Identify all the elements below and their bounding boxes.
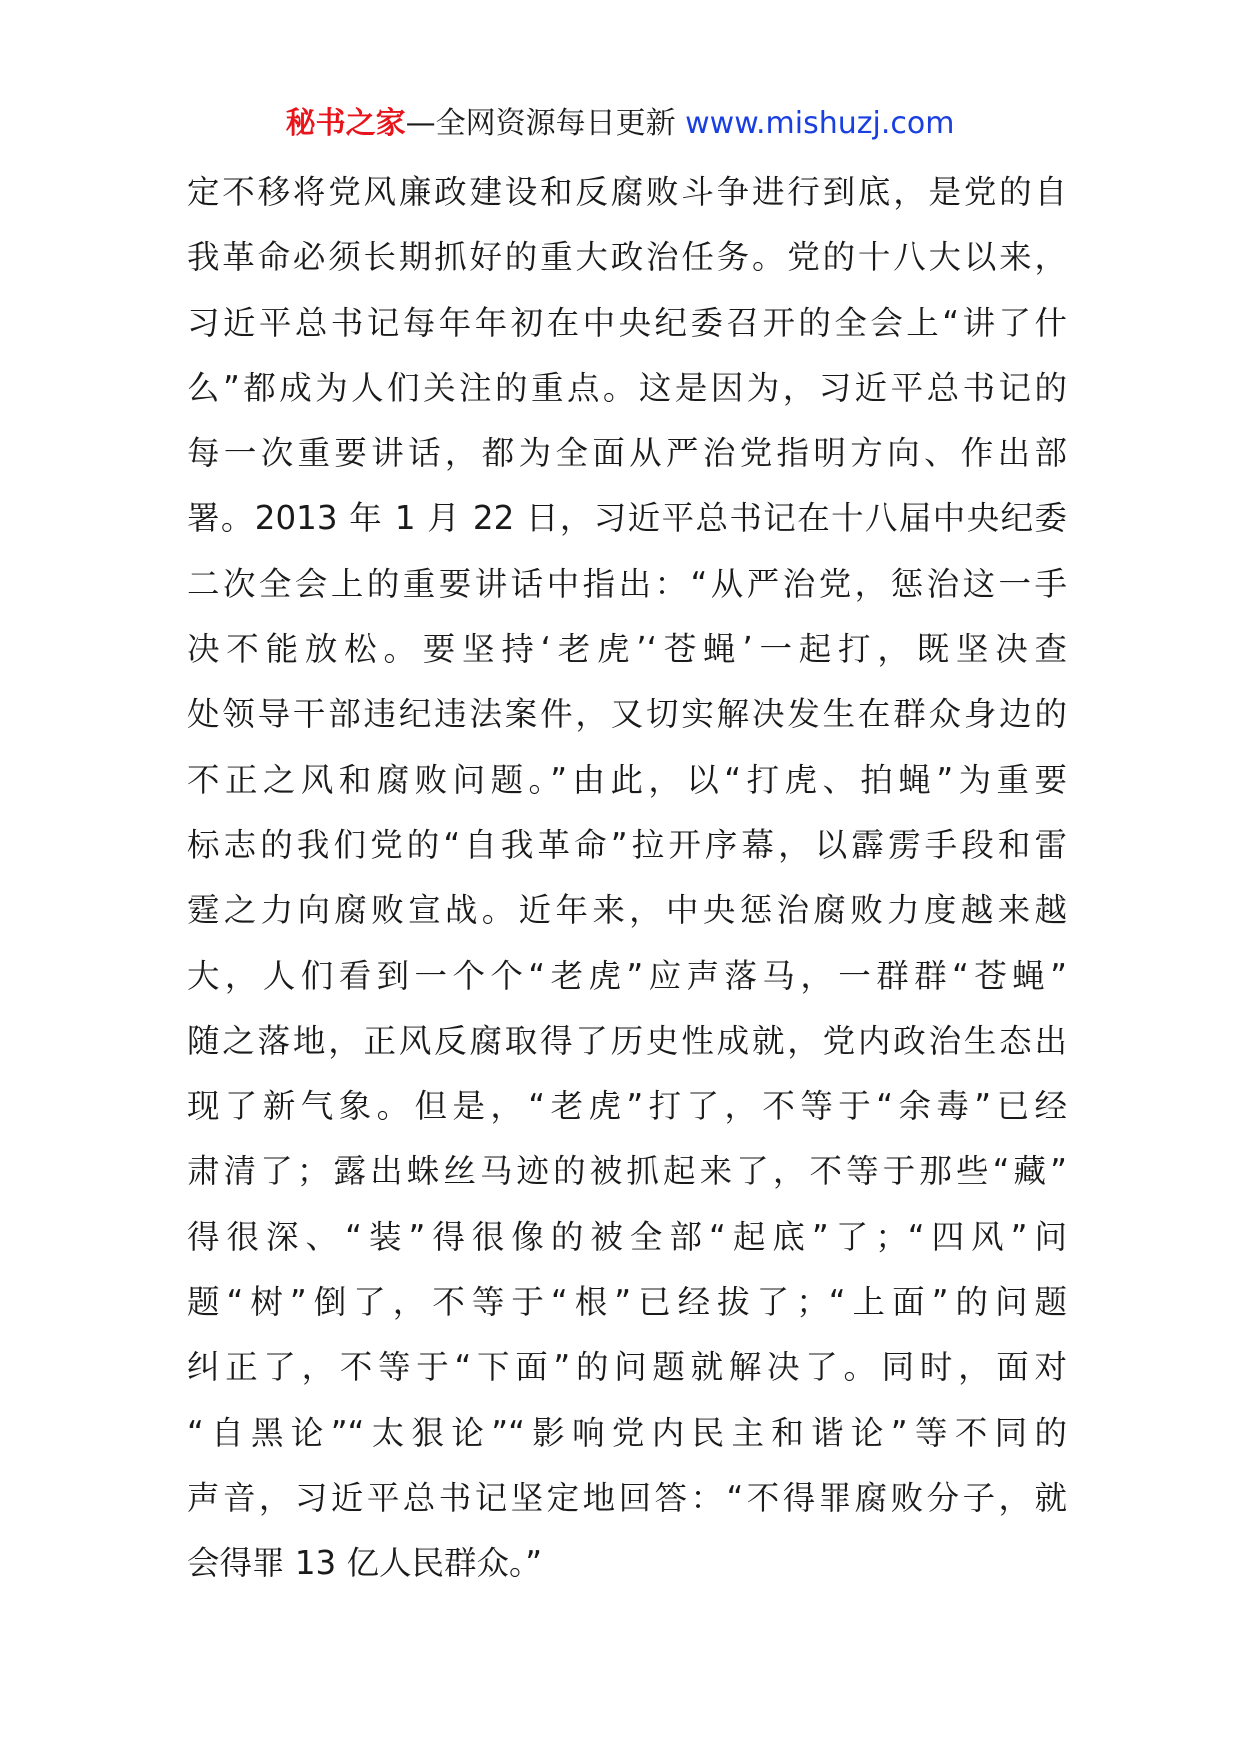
text-line: 标志的我们党的“自我革命”拉开序幕，以霹雳手段和雷 <box>187 825 1067 864</box>
text-line: 每一次重要讲话，都为全面从严治党指明方向、作出部 <box>187 434 1067 473</box>
document-body <box>187 160 1067 1597</box>
text-line: 习近平总书记每年年初在中央纪委召开的全会上“讲了什 <box>187 303 1067 342</box>
text-line: 肃清了；露出蛛丝马迹的被抓起来了，不等于那些“藏” <box>187 1152 1067 1191</box>
page-header <box>0 104 1240 144</box>
text-line: 不正之风和腐败问题。”由此，以“打虎、拍蝇”为重要 <box>187 760 1067 799</box>
text-line: 么”都成为人们关注的重点。这是因为，习近平总书记的 <box>187 368 1067 407</box>
brand-name: 秘书之家 <box>285 106 406 141</box>
text-line: 处领导干部违纪违法案件，又切实解决发生在群众身边的 <box>187 695 1067 734</box>
text-line: “自黑论”“太狠论”“影响党内民主和谐论”等不同的 <box>187 1413 1067 1452</box>
text-line: 现了新气象。但是，“老虎”打了，不等于“余毒”已经 <box>187 1087 1067 1126</box>
text-line: 大，人们看到一个个“老虎”应声落马，一群群“苍蝇” <box>187 956 1067 995</box>
text-line: 署。2013 年 1 月 22 日，习近平总书记在十八届中央纪委 <box>187 499 1067 538</box>
text-line: 纠正了，不等于“下面”的问题就解决了。同时，面对 <box>187 1348 1067 1387</box>
site-url-link[interactable]: www.mishuzj.com <box>685 106 955 141</box>
text-line: 霆之力向腐败宣战。近年来，中央惩治腐败力度越来越 <box>187 891 1067 930</box>
text-line: 定不移将党风廉政建设和反腐败斗争进行到底，是党的自 <box>187 173 1067 211</box>
text-line: 二次全会上的重要讲话中指出：“从严治党，惩治这一手 <box>187 564 1067 603</box>
text-line: 随之落地，正风反腐取得了历史性成就，党内政治生态出 <box>187 1021 1067 1060</box>
text-line: 我革命必须长期抓好的重大政治任务。党的十八大以来， <box>187 238 1067 277</box>
text-line: 会得罪 13 亿人民群众。” <box>187 1544 543 1583</box>
text-line: 得很深、“装”得很像的被全部“起底”了；“四风”问 <box>187 1217 1067 1256</box>
text-line: 题“树”倒了，不等于“根”已经拔了；“上面”的问题 <box>187 1283 1067 1322</box>
header-tagline: —全网资源每日更新 <box>405 106 676 141</box>
text-line: 决不能放松。要坚持‘老虎’‘苍蝇’一起打，既坚决查 <box>187 630 1067 669</box>
text-line: 声音，习近平总书记坚定地回答：“不得罪腐败分子，就 <box>187 1478 1067 1517</box>
